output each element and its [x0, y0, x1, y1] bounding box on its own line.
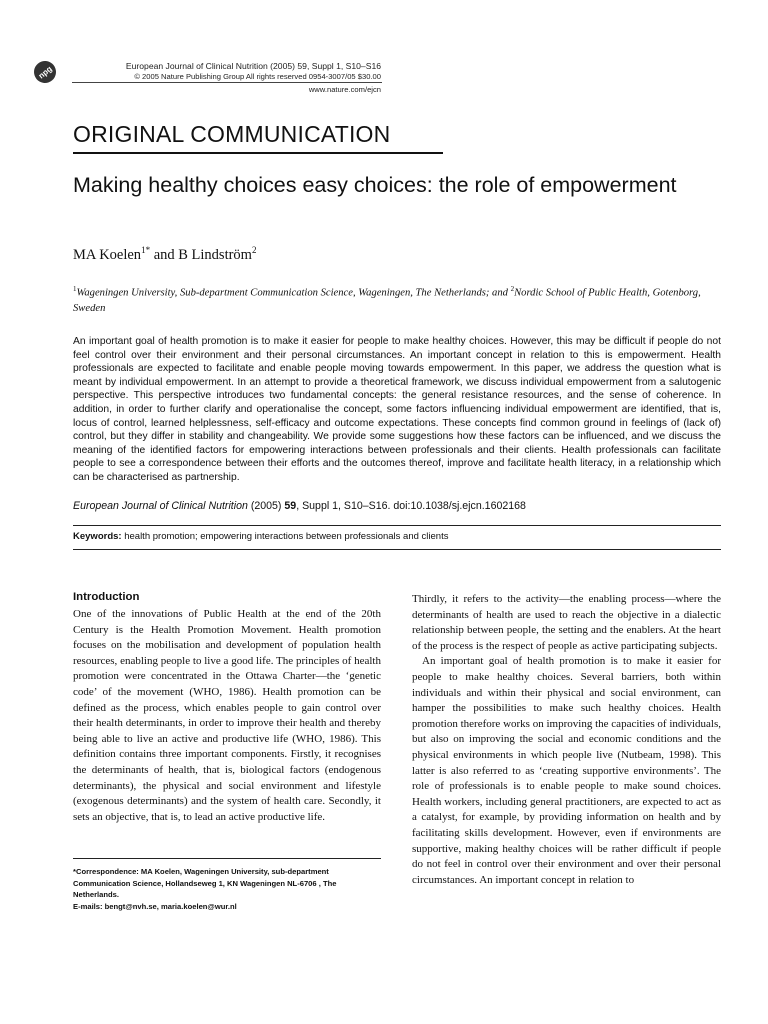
logo-text: npg	[36, 63, 54, 81]
section-rule	[73, 152, 443, 154]
left-paragraph-1: One of the innovations of Public Health at the end of the 20th Century is the Health Promotion Movement. Health promotion focuses on the mobilisation and development of population health resources, enabling people to live a good life. The principles of health promotion were concentrated in the Ottawa Charter—the ‘genetic code’ of the movement (WHO, 1986). Health promotion can be defined as the process, which enables people to gain control over their health determinants, in order to improve their health and thereby being able to live an active and productive life (WHO, 1986). This definition contains three important components. Firstly, it recognises the determinants of health, that is, biological factors (endogenous determinants), the physical and social environment and lifestyle (exogenous determinants) and the system of health care. Secondly, it sets an objective, that is, to lead an active productive life.	[73, 608, 381, 823]
citation-year: (2005)	[247, 500, 285, 512]
keywords-label: Keywords:	[73, 531, 122, 542]
author-2-sup: 2	[251, 245, 257, 255]
author-1: MA Koelen	[73, 246, 142, 263]
right-paragraph-2: An important goal of health promotion is to make it easier for people to make healthy choices. Several barriers, both within individuals and within their physical and social environment, can hamper the possibilities to make such healthy choices. Health promotion therefore works on improving the capacities of individuals, but also on improving the social and economic conditions and the physical environments in which people live (Nutbeam, 1998). This latter is also referred to as ‘creating supportive environments’. The role of professionals is to enable people to make sound choices. Health workers, including general practitioners, are expected to act as a catalyst, for example, by providing information on health and by facilitating skills development. However, even if environments are supportive, making healthy choices will be rather difficult if people do not feel in control over their environment and over their personal circumstances. An important concept in relation to	[412, 655, 721, 886]
right-paragraph-1: Thirdly, it refers to the activity—the enabling process—where the determinants of health are used to reach the objective in a dialectic relationship between people, the setting and the enablers. At the heart of the process is the respect of people as active participating subjects.	[412, 593, 721, 652]
publisher-logo	[30, 57, 61, 88]
left-column	[73, 607, 381, 825]
paper-title: Making healthy choices easy choices: the role of empowerment	[73, 173, 677, 197]
footnote-emails: E-mails: bengt@nvh.se, maria.koelen@wur.nl	[73, 901, 237, 911]
affil-text-2: Nordic School of Public Health, Gotenborg, Sweden	[73, 287, 701, 314]
keywords-rule-bottom	[73, 549, 721, 550]
affil-sup-1: 1	[73, 285, 77, 293]
author-list	[73, 245, 256, 264]
affil-sup-2: 2	[510, 285, 515, 293]
citation-volume: 59	[284, 500, 297, 512]
author-1-sup: 1*	[141, 245, 151, 255]
citation-journal: European Journal of Clinical Nutrition	[73, 500, 248, 512]
affiliations	[73, 282, 713, 316]
author-2: and B Lindström	[150, 246, 252, 263]
citation	[73, 500, 526, 512]
keywords-text: health promotion; empowering interactions between professionals and clients	[121, 531, 449, 542]
introduction-heading: Introduction	[73, 591, 140, 603]
keywords-rule-top	[73, 525, 721, 526]
correspondence-footnote	[73, 866, 381, 912]
journal-url[interactable]: www.nature.com/ejcn	[308, 85, 381, 94]
affil-text-1: Wageningen University, Sub-department Communication Science, Wageningen, The Netherlands; and	[76, 287, 511, 299]
citation-rest: , Suppl 1, S10–S16. doi:10.1038/sj.ejcn.1602168	[296, 500, 526, 512]
journal-line: European Journal of Clinical Nutrition (2005) 59, Suppl 1, S10–S16	[125, 61, 381, 71]
header-rule	[72, 82, 382, 83]
keywords	[73, 531, 448, 542]
copyright-line: © 2005 Nature Publishing Group All rights reserved 0954-3007/05 $30.00	[134, 72, 381, 81]
abstract: An important goal of health promotion is to make it easier for people to make healthy choices. However, this may be difficult if people do not feel control over their environment and their personal circumstances. An important concept in relation to this is empowerment. Health professionals are expected to facilitate and enable people moving towards empowerment. In this paper, we address the question what is meant by individual empowerment. In an attempt to provide a theoretical framework, we discuss individual empowerment from a salutogenic perspective. This perspective introduces two fundamental concepts: the general resistance resources, and the sense of coherence. In addition, in order to further clarify and operationalise the concept, some factors influencing individual empowerment are identified, that is, locus of control, learned helplessness, self-efficacy and outcome expectations. These concepts find common ground in feelings of (lack of) control, but they differ in stability and changeability. We provide some suggestions how these factors can be influenced, and we discuss the meaning of the identified factors for empowering interactions between professionals and their clients. Health professionals can facilitate people to see a correspondence between their efforts and the outcomes thereof, improve and facilitate health literacy, in a relationship which can be characterised as partnership.	[73, 336, 721, 483]
footnote-rule	[73, 858, 381, 859]
section-tag: ORIGINAL COMMUNICATION	[73, 121, 391, 147]
footnote-correspondence: *Correspondence: MA Koelen, Wageningen University, sub-department Communication Science, Hollandseweg 1, KN Wageningen NL-6706 , The Netherlands.	[73, 867, 337, 899]
right-column	[412, 592, 721, 888]
